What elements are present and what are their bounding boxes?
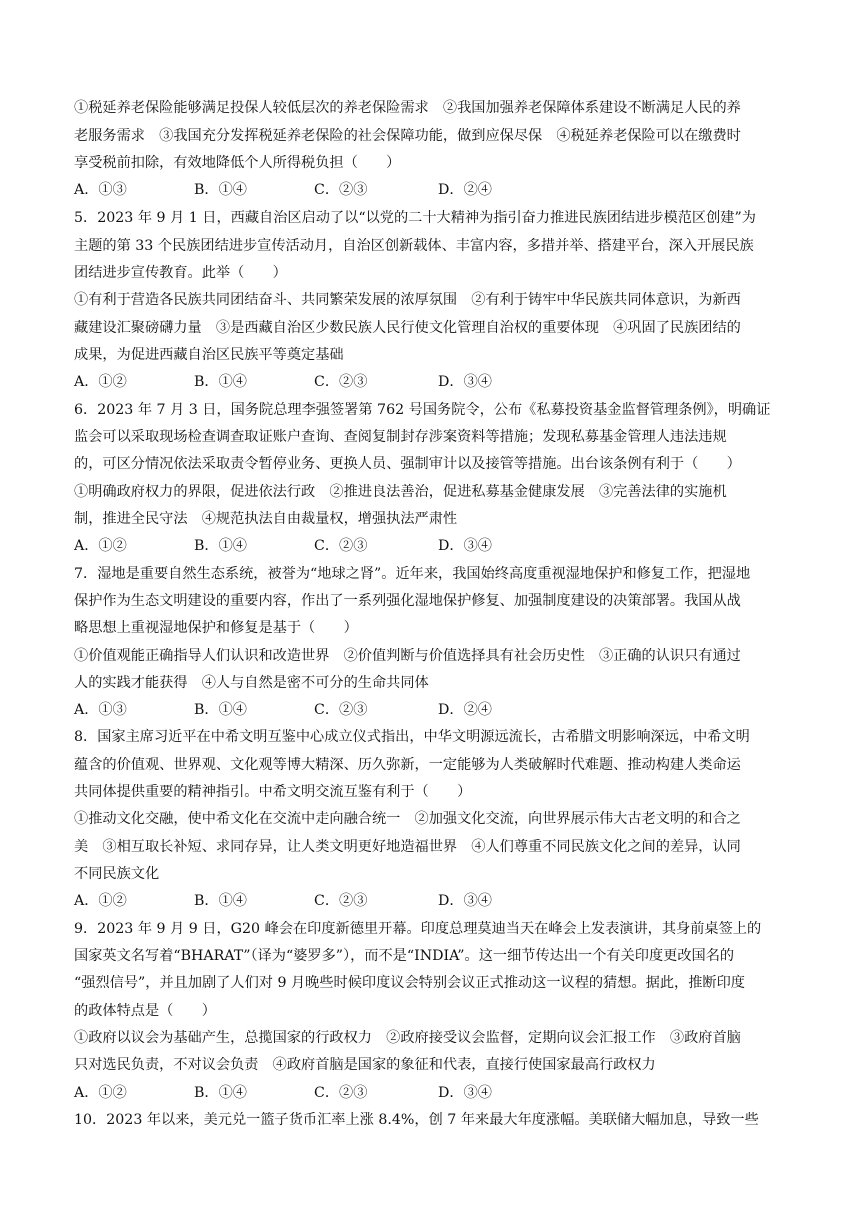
- q6-choice-line: 制，推进全民守法 ④规范执法自由裁量权，增强执法严肃性: [74, 511, 458, 527]
- q4-stem-line: 老服务需求 ③我国充分发挥税延养老保险的社会保障功能，做到应保尽保 ④税延养老保险可以在缴费时: [74, 128, 741, 144]
- q7-option-d: D．②④: [438, 702, 492, 718]
- q8-choice-line: 美 ③相互取长补短、求同存异，让人类文明更好地造福世界 ④人们尊重不同民族文化之间的差异，认同: [74, 839, 741, 855]
- q9-option-b: B．①④: [194, 1085, 247, 1101]
- q8-option-c: C．②③: [314, 893, 368, 909]
- q8-stem-line: 8．国家主席习近平在中希文明互鉴中心成立仪式指出，中华文明源远流长，古希腊文明影响深远，中希文明: [74, 729, 750, 745]
- q7-stem-line: 保护作为生态文明建设的重要内容，作出了一系列强化湿地保护修复、加强制度建设的决策部署。我国从战: [74, 593, 741, 609]
- q9-option-a: A．①②: [74, 1085, 127, 1101]
- q4-stem-line: 享受税前扣除，有效地降低个人所得税负担（ ）: [74, 155, 401, 171]
- q5-choice-line: 藏建设汇聚磅礴力量 ③是西藏自治区少数民族人民行使文化管理自治权的重要体现 ④巩固了民族团结的: [74, 320, 741, 336]
- q7-option-c: C．②③: [314, 702, 368, 718]
- q5-choice-line: 成果，为促进西藏自治区民族平等奠定基础: [74, 347, 344, 363]
- q4-option-c: C．②③: [314, 182, 368, 198]
- q10-stem-line: 10．2023 年以来，美元兑一篮子货币汇率上涨 8.4%，创 7 年来最大年度涨幅。美联储大幅加息，导致一些: [74, 1112, 759, 1128]
- q6-option-b: B．①④: [194, 538, 247, 554]
- q5-option-a: A．①②: [74, 374, 127, 390]
- q7-choice-line: 人的实践才能获得 ④人与自然是密不可分的生命共同体: [74, 675, 429, 691]
- q6-option-d: D．③④: [438, 538, 492, 554]
- q8-option-b: B．①④: [194, 893, 247, 909]
- q7-option-a: A．①③: [74, 702, 127, 718]
- q5-option-b: B．①④: [194, 374, 247, 390]
- q8-stem-line: 共同体提供重要的精神指引。中希文明交流互鉴有利于（ ）: [74, 784, 472, 800]
- q5-choice-line: ①有利于营造各民族共同团结奋斗、共同繁荣发展的浓厚氛围 ②有利于铸牢中华民族共同体意识，为新西: [74, 292, 741, 308]
- q6-option-c: C．②③: [314, 538, 368, 554]
- q9-stem-line: 9．2023 年 9 月 9 日，G20 峰会在印度新德里开幕。印度总理莫迪当天在峰会上发表演讲，其身前桌签上的: [74, 921, 762, 937]
- q9-choice-line: ①政府以议会为基础产生，总揽国家的行政权力 ②政府接受议会监督，定期向议会汇报工作 ③政府首脑: [74, 1030, 741, 1046]
- q7-choice-line: ①价值观能正确指导人们认识和改造世界 ②价值判断与价值选择具有社会历史性 ③正确的认识只有通过: [74, 648, 741, 664]
- q9-stem-line: 国家英文名写着“BHARAT”（译为“婆罗多”），而不是“INDIA”。这一细节传达出一个有关印度更改国名的: [74, 948, 735, 964]
- q8-choice-line: 不同民族文化: [74, 866, 160, 882]
- q9-stem-line: 的政体特点是（ ）: [74, 1003, 216, 1019]
- q9-stem-line: “强烈信号”，并且加剧了人们对 9 月晚些时候印度议会特别会议正式推动这一议程的猜想。据此，推断印度: [74, 975, 745, 991]
- q7-stem-line: 7．湿地是重要自然生态系统，被誉为“地球之肾”。近年来，我国始终高度重视湿地保护和修复工作，把湿地: [74, 566, 751, 582]
- q5-option-c: C．②③: [314, 374, 368, 390]
- q5-stem-line: 主题的第 33 个民族团结进步宣传活动月，自治区创新载体、丰富内容，多措并举、搭建平台，深入开展民族: [74, 238, 754, 254]
- q5-stem-line: 团结进步宣传教育。此举（ ）: [74, 265, 287, 281]
- q4-option-b: B．①④: [194, 182, 247, 198]
- q6-stem-line: 监会可以采取现场检查调查取证账户查询、查阅复制封存涉案资料等措施；发现私募基金管理人违法违规: [74, 429, 727, 445]
- q8-option-d: D．③④: [438, 893, 492, 909]
- q6-choice-line: ①明确政府权力的界限，促进依法行政 ②推进良法善治，促进私募基金健康发展 ③完善法律的实施机: [74, 484, 727, 500]
- q7-stem-line: 略思想上重视湿地保护和修复是基于（ ）: [74, 620, 358, 636]
- q6-stem-line: 的，可区分情况依法采取责令暂停业务、更换人员、强制审计以及接管等措施。出台该条例有利于（ ）: [74, 456, 741, 472]
- q4-option-a: A．①③: [74, 182, 127, 198]
- q5-option-d: D．③④: [438, 374, 492, 390]
- q9-choice-line: 只对选民负责，不对议会负责 ④政府首脑是国家的象征和代表，直接行使国家最高行政权力: [74, 1057, 656, 1073]
- q7-option-b: B．①④: [194, 702, 247, 718]
- q4-option-d: D．②④: [438, 182, 492, 198]
- q6-option-a: A．①②: [74, 538, 127, 554]
- q9-option-c: C．②③: [314, 1085, 368, 1101]
- q5-stem-line: 5．2023 年 9 月 1 日，西藏自治区启动了以“以党的二十大精神为指引奋力推进民族团结进步模范区创建”为: [74, 210, 756, 226]
- q8-stem-line: 蕴含的价值观、世界观、文化观等博大精深、历久弥新，一定能够为人类破解时代难题、推动构建人类命运: [74, 757, 741, 773]
- q8-choice-line: ①推动文化交融，使中希文化在交流中走向融合统一 ②加强文化交流，向世界展示伟大古老文明的和合之: [74, 811, 741, 827]
- q6-stem-line: 6．2023 年 7 月 3 日，国务院总理李强签署第 762 号国务院令，公布《私募投资基金监督管理条例》，明确证: [74, 402, 771, 418]
- q8-option-a: A．①②: [74, 893, 127, 909]
- q9-option-d: D．③④: [438, 1085, 492, 1101]
- q4-stem-line: ①税延养老保险能够满足投保人较低层次的养老保险需求 ②我国加强养老保障体系建设不断满足人民的养: [74, 100, 741, 116]
